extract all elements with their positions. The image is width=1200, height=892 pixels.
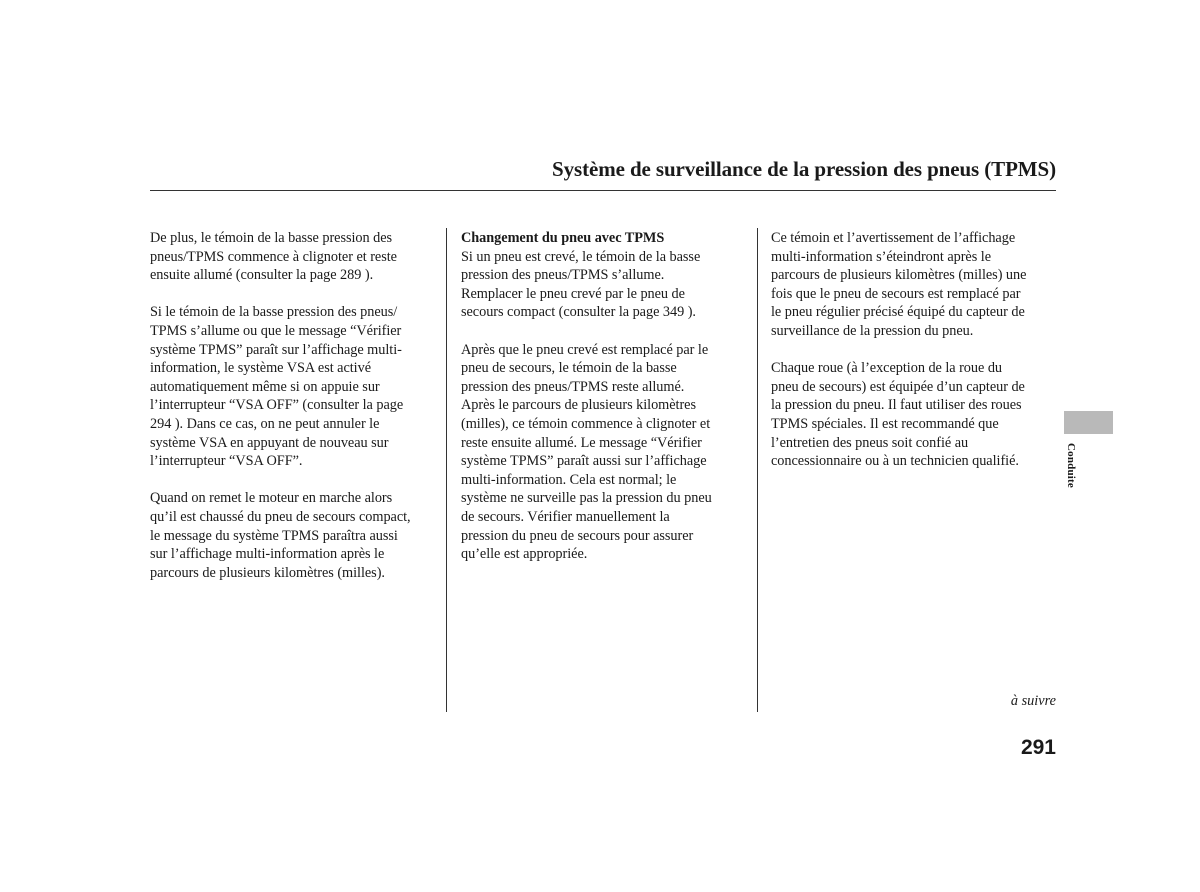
text-line: secours compact (consulter la page 349 ). — [461, 304, 696, 321]
text-line: TPMS spéciales. Il est recommandé que — [771, 415, 999, 432]
text-line: le pneu régulier précisé équipé du capteur de — [771, 304, 1025, 321]
text-line: pneus/TPMS commence à clignoter et reste — [150, 248, 397, 265]
text-line: automatiquement même si on appuie sur — [150, 378, 380, 395]
text-line: De plus, le témoin de la basse pression des — [150, 230, 393, 246]
text-line: système VSA en appuyant de nouveau sur — [150, 434, 389, 451]
text-line: Si le témoin de la basse pression des pneus/ — [150, 304, 398, 321]
column-1 — [150, 229, 440, 582]
column-2 — [461, 229, 751, 564]
text-line: (milles), ce témoin commence à clignoter et — [461, 415, 711, 432]
paragraph-gap — [150, 471, 440, 490]
text-line: fois que le pneu de secours est remplacé par — [771, 285, 1021, 302]
column-divider — [757, 228, 758, 712]
text-line: système TPMS” paraît sur l’affichage multi- — [150, 341, 402, 358]
paragraph-gap — [150, 285, 440, 304]
text-line: pneu de secours) est équipée d’un capteur de — [771, 378, 1025, 395]
section-tab — [1064, 411, 1113, 434]
text-line: l’interrupteur “VSA OFF”. — [150, 453, 303, 470]
text-line: parcours de plusieurs kilomètres (milles). — [150, 564, 385, 581]
text-line: Après que le pneu crevé est remplacé par le — [461, 341, 709, 358]
text-line: système ne surveille pas la pression du pneu — [461, 490, 712, 507]
text-line: qu’il est chaussé du pneu de secours compact, — [150, 508, 411, 525]
text-line: pneu de secours, le témoin de la basse — [461, 360, 677, 377]
paragraph-gap — [771, 341, 1061, 360]
text-line: pression du pneu de secours pour assurer — [461, 527, 694, 544]
text-line: sur l’affichage multi-information après le — [150, 546, 385, 563]
text-line: 294 ). Dans ce cas, on ne peut annuler le — [150, 415, 380, 432]
text-line: pression des pneus/TPMS reste allumé. — [461, 378, 685, 395]
column-3 — [771, 229, 1061, 471]
text-line: reste ensuite allumé. Le message “Vérifier — [461, 434, 702, 451]
text-line: l’interrupteur “VSA OFF” (consulter la page — [150, 397, 404, 414]
column-divider — [446, 228, 447, 712]
text-line: Ce témoin et l’avertissement de l’affichage — [771, 230, 1016, 246]
section-tab-label: Conduite — [1065, 443, 1077, 488]
text-line: multi-information. Cela est normal; le — [461, 471, 677, 488]
text-line: Remplacer le pneu crevé par le pneu de — [461, 285, 685, 302]
text-line: la pression du pneu. Il faut utiliser des roues — [771, 397, 1022, 414]
text-line: l’entretien des pneus soit confié au — [771, 434, 969, 451]
text-line: parcours de plusieurs kilomètres (milles) une — [771, 267, 1027, 284]
page-number: 291 — [1020, 736, 1056, 759]
text-line: pression des pneus/TPMS s’allume. — [461, 267, 665, 284]
title-rule — [150, 190, 1056, 191]
text-line: système TPMS” paraît aussi sur l’affichage — [461, 453, 707, 470]
text-line: multi-information s’éteindront après le — [771, 248, 991, 265]
text-line: qu’elle est appropriée. — [461, 546, 588, 563]
text-line: ensuite allumé (consulter la page 289 ). — [150, 267, 374, 284]
text-line: TPMS s’allume ou que le message “Vérifier — [150, 322, 402, 339]
text-line: Après le parcours de plusieurs kilomètres — [461, 397, 696, 414]
text-line: Chaque roue (à l’exception de la roue du — [771, 360, 1003, 377]
continued-label: à suivre — [1010, 693, 1056, 709]
text-line: le message du système TPMS paraîtra aussi — [150, 527, 398, 544]
text-line: information, le système VSA est activé — [150, 360, 371, 377]
page-title: Système de surveillance de la pression des pneus (TPMS) — [552, 157, 1056, 181]
section-heading: Changement du pneu avec TPMS — [461, 230, 665, 246]
text-line: surveillance de la pression du pneu. — [771, 322, 974, 339]
text-line: Quand on remet le moteur en marche alors — [150, 490, 393, 507]
paragraph-gap — [461, 322, 751, 341]
text-line: concessionnaire ou à un technicien qualifié. — [771, 453, 1019, 470]
text-line: de secours. Vérifier manuellement la — [461, 508, 670, 525]
text-line: Si un pneu est crevé, le témoin de la basse — [461, 248, 701, 265]
